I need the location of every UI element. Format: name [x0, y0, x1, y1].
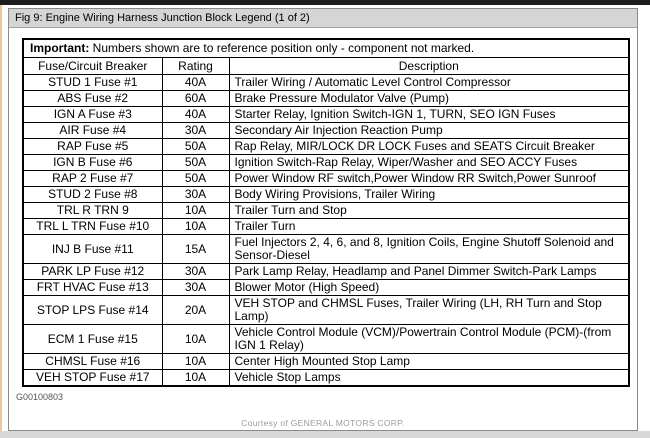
table-row [23, 296, 629, 325]
description-cell: Starter Relay, Ignition Switch-IGN 1, TURN, SEO IGN Fuses [229, 107, 629, 123]
fuse-name-cell: VEH STOP Fuse #17 [23, 370, 162, 387]
fuse-name-cell: INJ B Fuse #11 [23, 235, 162, 264]
rating-cell: 30A [162, 264, 229, 280]
col-header-fuse: Fuse/Circuit Breaker [23, 58, 162, 75]
description-cell: Center High Mounted Stop Lamp [229, 354, 629, 370]
col-header-description: Description [229, 58, 629, 75]
table-row [23, 235, 629, 264]
rating-cell: 10A [162, 370, 229, 387]
table-row [23, 107, 629, 123]
fuse-name-cell: STOP LPS Fuse #14 [23, 296, 162, 325]
table-row [23, 155, 629, 171]
fuse-name-cell: RAP 2 Fuse #7 [23, 171, 162, 187]
important-note [23, 39, 629, 58]
description-cell: Park Lamp Relay, Headlamp and Panel Dimmer Switch-Park Lamps [229, 264, 629, 280]
description-cell: Vehicle Control Module (VCM)/Powertrain Control Module (PCM)-(from IGN 1 Relay) [229, 325, 629, 354]
fuse-name-cell: IGN B Fuse #6 [23, 155, 162, 171]
table-body [23, 75, 629, 387]
description-cell: VEH STOP and CHMSL Fuses, Trailer Wiring (LH, RH Turn and Stop Lamp) [229, 296, 629, 325]
figure-code: G00100803 [16, 392, 64, 402]
rating-cell: 10A [162, 354, 229, 370]
table-row [23, 187, 629, 203]
table-row [23, 203, 629, 219]
fuse-name-cell: ECM 1 Fuse #15 [23, 325, 162, 354]
rating-cell: 15A [162, 235, 229, 264]
figure-title-bar [9, 9, 637, 28]
table-row [23, 280, 629, 296]
description-cell: Brake Pressure Modulator Valve (Pump) [229, 91, 629, 107]
rating-cell: 50A [162, 171, 229, 187]
fuse-name-cell: TRL L TRN Fuse #10 [23, 219, 162, 235]
table-row [23, 370, 629, 387]
description-cell: Vehicle Stop Lamps [229, 370, 629, 387]
rating-cell: 30A [162, 187, 229, 203]
rating-cell: 60A [162, 91, 229, 107]
rating-cell: 40A [162, 107, 229, 123]
description-cell: Rap Relay, MIR/LOCK DR LOCK Fuses and SEATS Circuit Breaker [229, 139, 629, 155]
fuse-name-cell: AIR Fuse #4 [23, 123, 162, 139]
description-cell: Trailer Turn [229, 219, 629, 235]
col-header-rating: Rating [162, 58, 229, 75]
important-text: Numbers shown are to reference position only - component not marked. [89, 41, 475, 55]
description-cell: Power Window RF switch,Power Window RR Switch,Power Sunroof [229, 171, 629, 187]
fuse-name-cell: STUD 1 Fuse #1 [23, 75, 162, 91]
table-row [23, 75, 629, 91]
fuse-name-cell: FRT HVAC Fuse #13 [23, 280, 162, 296]
fuse-name-cell: ABS Fuse #2 [23, 91, 162, 107]
figure-window [8, 8, 638, 431]
table-row [23, 219, 629, 235]
fuse-name-cell: RAP Fuse #5 [23, 139, 162, 155]
rating-cell: 30A [162, 280, 229, 296]
fuse-legend-table [22, 38, 630, 387]
fuse-name-cell: IGN A Fuse #3 [23, 107, 162, 123]
rating-cell: 10A [162, 325, 229, 354]
description-cell: Ignition Switch-Rap Relay, Wiper/Washer and SEO ACCY Fuses [229, 155, 629, 171]
figure-content [9, 28, 637, 430]
table-row [23, 123, 629, 139]
rating-cell: 30A [162, 123, 229, 139]
table-row [23, 264, 629, 280]
rating-cell: 20A [162, 296, 229, 325]
important-label: Important: [30, 41, 90, 55]
table-row [23, 171, 629, 187]
fuse-name-cell: STUD 2 Fuse #8 [23, 187, 162, 203]
description-cell: Fuel Injectors 2, 4, 6, and 8, Ignition Coils, Engine Shutoff Solenoid and Sensor-Diesel [229, 235, 629, 264]
browser-top-bar [0, 0, 650, 5]
description-cell: Body Wiring Provisions, Trailer Wiring [229, 187, 629, 203]
table-header-row [23, 58, 629, 75]
fuse-name-cell: CHMSL Fuse #16 [23, 354, 162, 370]
description-cell: Blower Motor (High Speed) [229, 280, 629, 296]
bottom-gray-strip [0, 431, 650, 438]
rating-cell: 10A [162, 203, 229, 219]
table-row [23, 354, 629, 370]
table-row [23, 139, 629, 155]
courtesy-text: Courtesy of GENERAL MOTORS CORP. [241, 418, 405, 428]
important-note-row [23, 39, 629, 58]
rating-cell: 10A [162, 219, 229, 235]
rating-cell: 40A [162, 75, 229, 91]
fuse-name-cell: TRL R TRN 9 [23, 203, 162, 219]
rating-cell: 50A [162, 155, 229, 171]
description-cell: Secondary Air Injection Reaction Pump [229, 123, 629, 139]
description-cell: Trailer Turn and Stop [229, 203, 629, 219]
left-edge-strip [0, 5, 2, 438]
table-row [23, 325, 629, 354]
fuse-name-cell: PARK LP Fuse #12 [23, 264, 162, 280]
table-row [23, 91, 629, 107]
description-cell: Trailer Wiring / Automatic Level Control Compressor [229, 75, 629, 91]
rating-cell: 50A [162, 139, 229, 155]
figure-title: Fig 9: Engine Wiring Harness Junction Block Legend (1 of 2) [15, 12, 310, 24]
